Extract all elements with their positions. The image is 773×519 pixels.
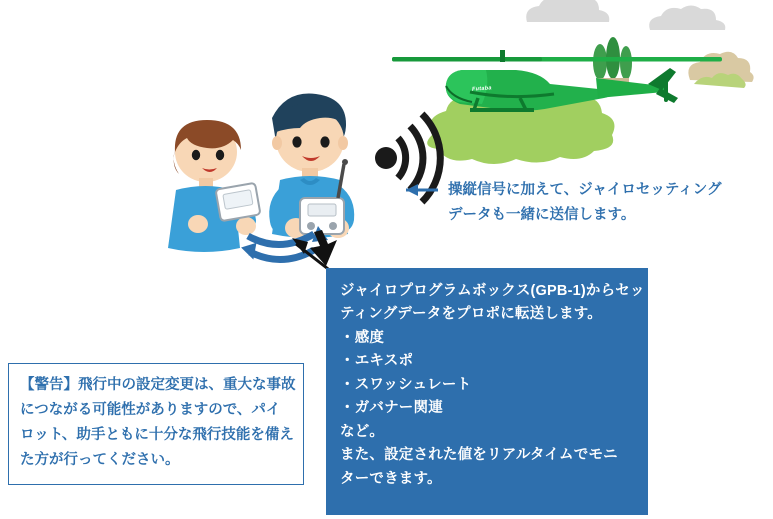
main-callout-line: ・感度 [340,329,385,346]
signal-note-line: 操縦信号に加えて、ジャイロセッティング [448,182,722,198]
warning-line: につながる可能性がありますので、パイ [20,401,281,418]
main-callout-line: ジャイロプログラムボックス(GPB-1)からセッ [340,283,645,299]
warning-callout [8,363,304,485]
program-box-icon [216,183,261,221]
main-callout-line: ターできます。 [340,470,442,487]
main-callout-line: ・スワッシュレート [340,376,472,393]
warning-line: ロット、助手ともに十分な飛行技能を備え [20,426,294,443]
main-callout-line: ・エキスポ [340,353,414,370]
cloud-icon [649,6,725,31]
main-callout-line: また、設定された値をリアルタイムでモニ [340,447,618,464]
main-callout-line: ティングデータをプロポに転送します。 [340,306,602,323]
helicopter-icon [392,50,722,111]
cloud-icon [526,0,609,22]
signal-note [448,178,748,228]
main-callout-line: ・ガバナー関連 [340,400,443,417]
signal-note-line: データも一緒に送信します。 [448,206,636,223]
warning-line: た方が行ってください。 [20,451,180,468]
warning-line: 【警告】飛行中の設定変更は、重大な事故 [20,377,296,393]
main-callout-line: など。 [340,423,385,440]
heli-logo-text: Futaba [471,85,493,93]
main-callout [326,268,648,515]
